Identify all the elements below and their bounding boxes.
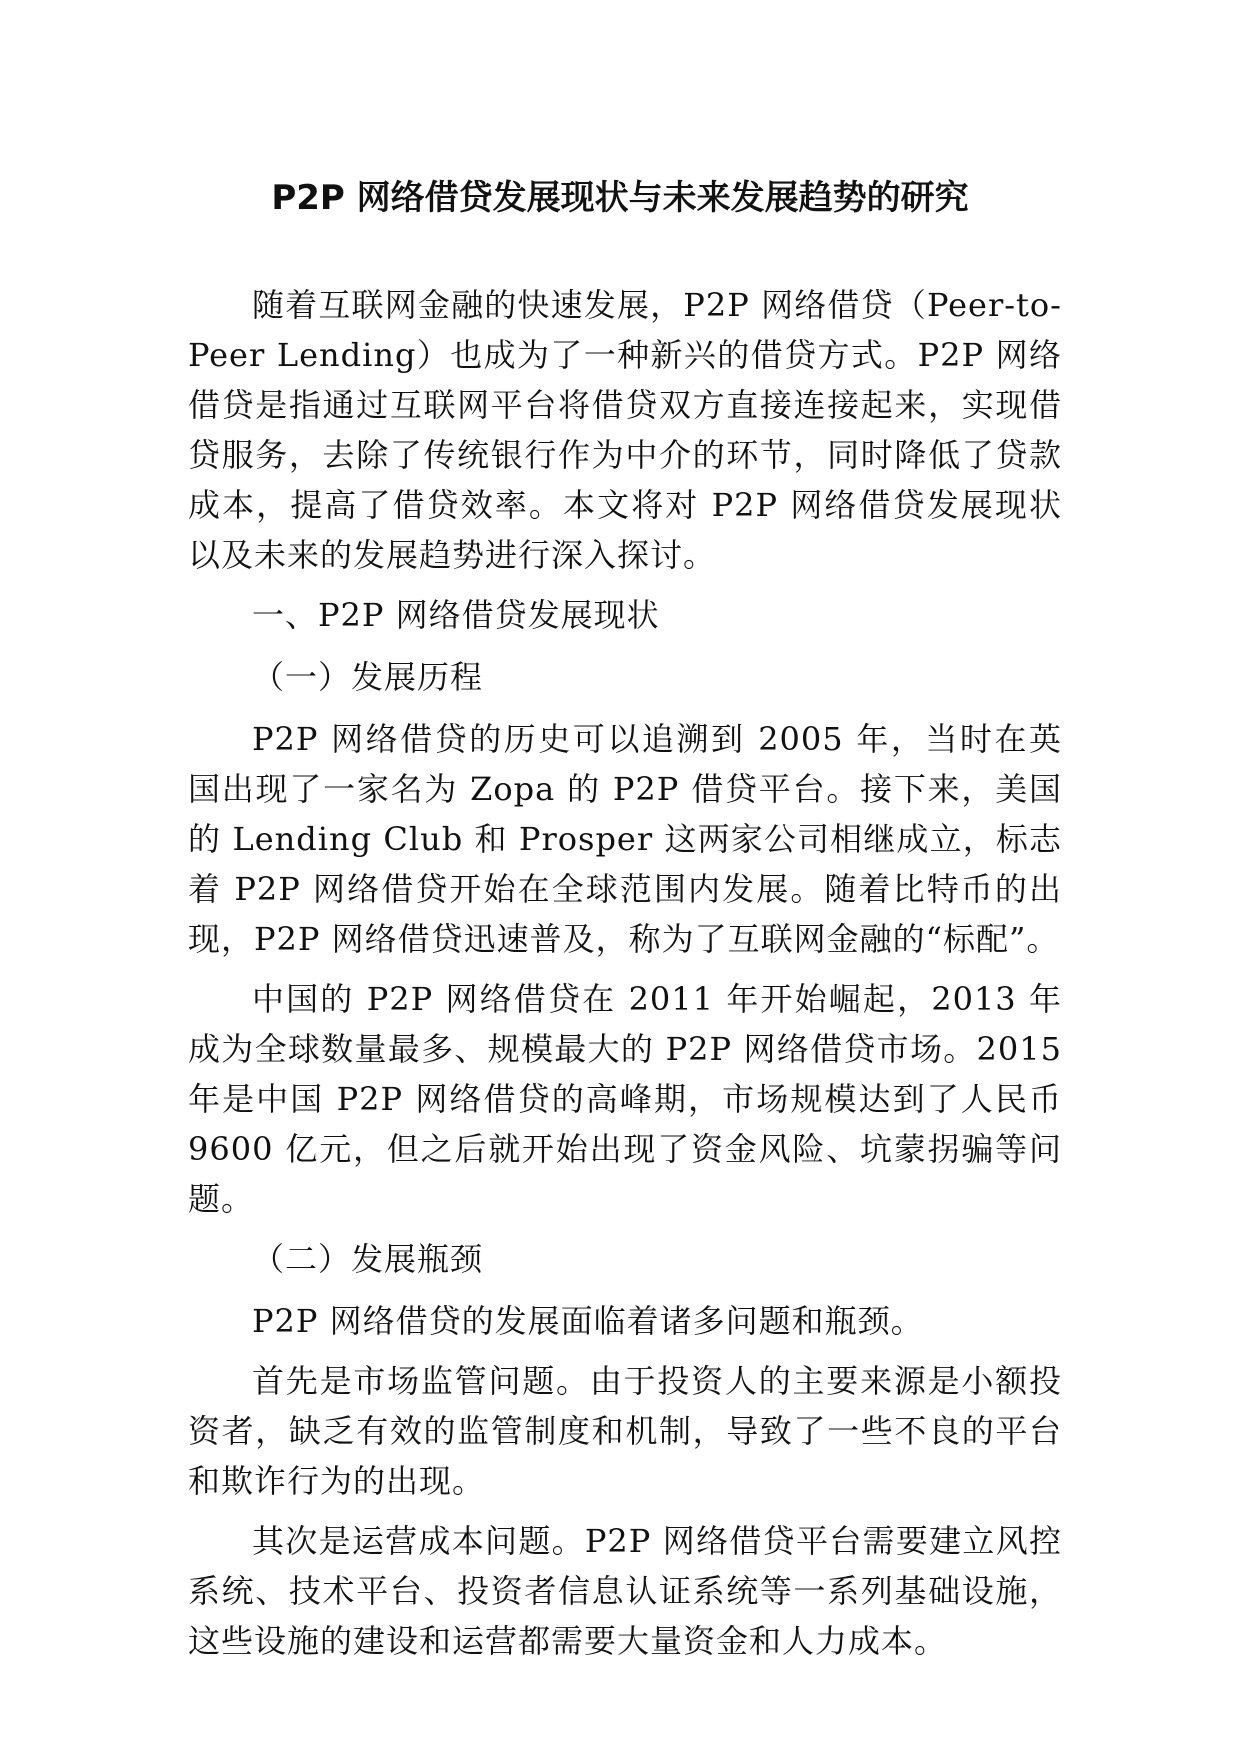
history-paragraph-1: P2P 网络借贷的历史可以追溯到 2005 年，当时在英国出现了一家名为 Zopa 的 P2P 借贷平台。接下来，美国的 Lending Club 和 Prosper 这两家公司相继成立，标志着 P2P 网络借贷开始在全球范围内发展。随着比特币的出现，P2P 网络借贷迅速普及，称为了互联网金融的“标配”。 [188,720,1062,958]
document-title: P2P 网络借贷发展现状与未来发展趋势的研究 [271,178,969,218]
subsection-heading-history: （一）发展历程 [252,658,484,696]
bottleneck-paragraph-2: 首先是市场监管问题。由于投资人的主要来源是小额投资者，缺乏有效的监管制度和机制，导致了一些不良的平台和欺诈行为的出现。 [188,1362,1062,1500]
section-heading: 一、P2P 网络借贷发展现状 [252,596,660,634]
bottleneck-paragraph-1: P2P 网络借贷的发展面临着诸多问题和瓶颈。 [252,1302,924,1340]
bottleneck-paragraph-3: 其次是运营成本问题。P2P 网络借贷平台需要建立风控系统、技术平台、投资者信息认证系统等一系列基础设施，这些设施的建设和运营都需要大量资金和人力成本。 [188,1522,1062,1660]
document-body [188,280,1062,1676]
history-paragraph-2: 中国的 P2P 网络借贷在 2011 年开始崛起，2013 年成为全球数量最多、规模最大的 P2P 网络借贷市场。2015 年是中国 P2P 网络借贷的高峰期，市场规模达到了人民币 9600 亿元，但之后就开始出现了资金风险、坑蒙拐骗等问题。 [188,980,1062,1218]
subsection-heading-bottleneck: （二）发展瓶颈 [252,1240,484,1278]
intro-paragraph: 随着互联网金融的快速发展，P2P 网络借贷（Peer-to-Peer Lending）也成为了一种新兴的借贷方式。P2P 网络借贷是指通过互联网平台将借贷双方直接连接起来，实现借贷服务，去除了传统银行作为中介的环节，同时降低了贷款成本，提高了借贷效率。本文将对 P2P 网络借贷发展现状以及未来的发展趋势进行深入探讨。 [188,286,1062,574]
